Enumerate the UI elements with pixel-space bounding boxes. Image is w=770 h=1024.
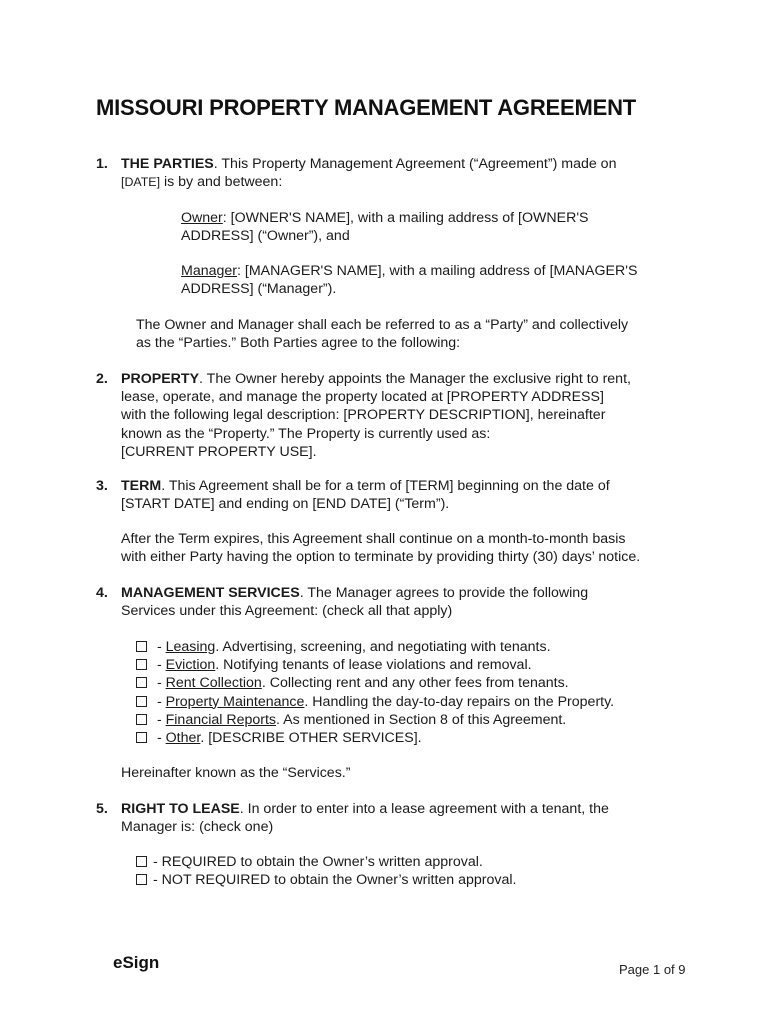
manager-text: : [MANAGER'S NAME], with a mailing address of [MANAGER'S — [237, 263, 638, 279]
checkbox[interactable] — [136, 732, 147, 743]
page-number: Page 1 of 9 — [619, 962, 686, 977]
paragraph-line: with either Party having the option to terminate by providing thirty (30) days’ notice. — [121, 549, 641, 566]
manager-label: Manager — [181, 263, 237, 279]
section-text: . This Property Management Agreement (“Agreement”) made on — [213, 156, 617, 172]
service-item-leasing: - Leasing. Advertising, screening, and negotiating with tenants. — [136, 638, 696, 656]
checkbox[interactable] — [136, 696, 147, 707]
section-term — [96, 477, 696, 513]
service-item-other: - Other. [DESCRIBE OTHER SERVICES]. — [136, 729, 696, 747]
service-label: Leasing — [165, 639, 216, 655]
service-desc: . Collecting rent and any other fees from tenants. — [261, 675, 569, 692]
services-checklist — [136, 638, 696, 747]
service-label: Property Maintenance — [165, 693, 305, 710]
service-label: Rent Collection — [165, 675, 262, 692]
section-number: 4. — [96, 585, 108, 601]
section-number: 3. — [96, 478, 108, 494]
option-required: - REQUIRED to obtain the Owner’s written approval. — [136, 853, 696, 871]
section-text: is by and between: — [160, 174, 283, 191]
section-text: Manager is: (check one) — [121, 819, 274, 836]
checkbox[interactable] — [136, 659, 147, 670]
lease-options — [136, 853, 696, 889]
paragraph-line: The Owner and Manager shall each be referred to as a “Party” and collectively — [136, 317, 629, 333]
section-text: . The Owner hereby appoints the Manager the exclusive right to rent, — [199, 371, 631, 387]
section-management-services — [96, 584, 696, 620]
services-after-text: Hereinafter known as the “Services.” — [121, 765, 351, 781]
term-after-paragraph — [121, 530, 711, 566]
section-heading: PROPERTY — [121, 371, 200, 387]
checkbox[interactable] — [136, 677, 147, 688]
section-text: [CURRENT PROPERTY USE]. — [121, 443, 317, 460]
section-number: 2. — [96, 371, 108, 387]
service-item-property-maintenance: - Property Maintenance. Handling the day-to-day repairs on the Property. — [136, 693, 696, 711]
owner-text: : [OWNER'S NAME], with a mailing address of [OWNER'S — [222, 210, 589, 226]
section-heading: THE PARTIES — [121, 156, 214, 172]
section-text: . The Manager agrees to provide the following — [299, 585, 589, 601]
section-text: . In order to enter into a lease agreement with a tenant, the — [239, 801, 609, 817]
service-item-eviction: - Eviction. Notifying tenants of lease violations and removal. — [136, 656, 696, 674]
service-label: Financial Reports — [165, 711, 277, 728]
section-number: 5. — [96, 801, 108, 817]
service-desc: . Handling the day-to-day repairs on the Property. — [304, 693, 615, 710]
esign-logo: eSign — [113, 953, 160, 972]
section-heading: RIGHT TO LEASE — [121, 801, 240, 817]
section-parties — [96, 155, 696, 191]
manager-block — [181, 262, 701, 298]
option-not-required: - NOT REQUIRED to obtain the Owner’s written approval. — [136, 871, 696, 889]
owner-block — [181, 209, 701, 245]
service-item-rent-collection: - Rent Collection. Collecting rent and any other fees from tenants. — [136, 674, 696, 692]
section-property — [96, 370, 696, 461]
date-field: [DATE] — [121, 175, 161, 190]
section-text: lease, operate, and manage the property located at [PROPERTY ADDRESS] — [121, 389, 604, 406]
service-label: Other — [165, 729, 201, 746]
checkbox[interactable] — [136, 714, 147, 725]
checkbox[interactable] — [136, 641, 147, 652]
document-title: MISSOURI PROPERTY MANAGEMENT AGREEMENT — [96, 95, 636, 120]
checkbox[interactable] — [136, 856, 147, 867]
service-desc: . [DESCRIBE OTHER SERVICES]. — [200, 729, 422, 746]
section-text: known as the “Property.” The Property is currently used as: — [121, 425, 491, 442]
section-heading: TERM — [121, 478, 162, 494]
owner-label: Owner — [181, 210, 223, 226]
parties-paragraph — [136, 316, 736, 352]
section-right-to-lease — [96, 800, 696, 836]
service-desc: . Notifying tenants of lease violations and removal. — [215, 657, 532, 674]
checkbox[interactable] — [136, 874, 147, 885]
paragraph-line: After the Term expires, this Agreement shall continue on a month-to-month basis — [121, 531, 626, 547]
section-text: [START DATE] and ending on [END DATE] (“Term”). — [121, 496, 450, 513]
section-text: Services under this Agreement: (check all that apply) — [121, 603, 453, 620]
manager-text: ADDRESS] (“Manager”). — [181, 281, 337, 298]
section-number: 1. — [96, 156, 108, 172]
service-desc: . Advertising, screening, and negotiating with tenants. — [215, 639, 551, 655]
section-text: with the following legal description: [PROPERTY DESCRIPTION], hereinafter — [121, 407, 606, 424]
service-label: Eviction — [165, 657, 216, 674]
service-desc: . As mentioned in Section 8 of this Agreement. — [276, 711, 567, 728]
service-item-financial-reports: - Financial Reports. As mentioned in Section 8 of this Agreement. — [136, 711, 696, 729]
section-heading: MANAGEMENT SERVICES — [121, 585, 300, 601]
paragraph-line: as the “Parties.” Both Parties agree to the following: — [136, 335, 461, 352]
section-text: . This Agreement shall be for a term of [TERM] beginning on the date of — [161, 478, 610, 494]
owner-text: ADDRESS] (“Owner”), and — [181, 228, 350, 245]
